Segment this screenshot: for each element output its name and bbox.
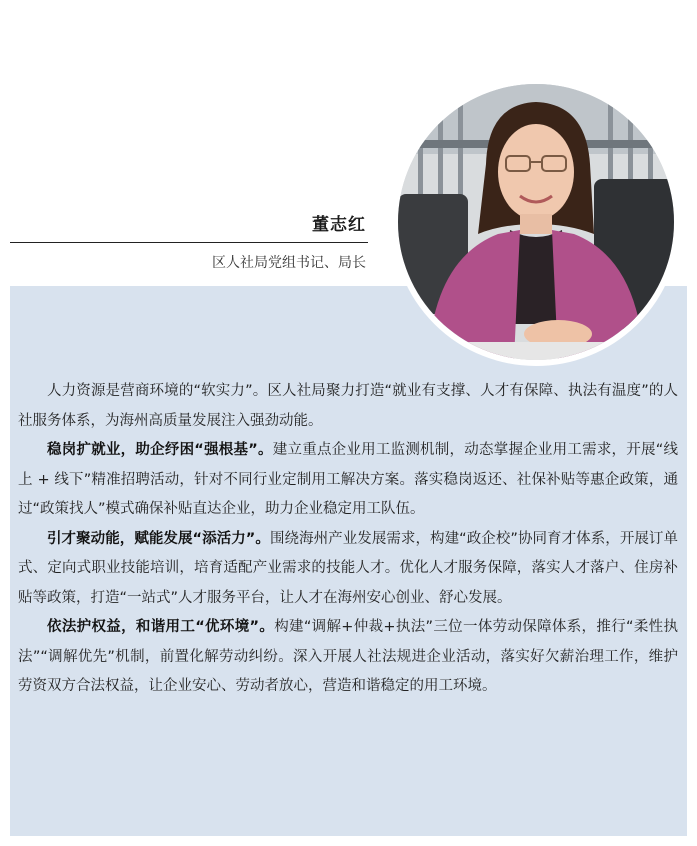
paragraph-talent bbox=[18, 525, 678, 614]
paragraph-employment bbox=[18, 436, 678, 525]
paragraph-rights bbox=[18, 613, 678, 702]
paragraph-text: 围绕海州产业发展需求，构建“政企校”协同育才体系，开展订单式、定向式职业技能培训，培育适配产业需求的技能人才。优化人才服务保障，落实人才落户、住房补贴等政策，打造“一站式”人才服务平台，让人才在海州安心创业、舒心发展。 bbox=[18, 530, 678, 606]
paragraph-lead: 稳岗扩就业，助企纾困“强根基”。 bbox=[47, 442, 273, 458]
person-title: 区人社局党组书记、局长 bbox=[212, 255, 366, 271]
divider-line bbox=[10, 242, 368, 243]
paragraph-lead: 引才聚动能，赋能发展“添活力”。 bbox=[47, 530, 270, 547]
portrait-photo bbox=[392, 78, 680, 366]
paragraph-text: 构建“调解+仲裁+执法”三位一体劳动保障体系，推行“柔性执法”“调解优先”机制，前置化解劳动纠纷。深入开展人社法规进企业活动，落实好欠薪治理工作，维护劳资双方合法权益，让企业安心、劳动者放心，营造和谐稳定的用工环境。 bbox=[18, 619, 678, 694]
paragraph-lead: 依法护权益，和谐用工“优环境”。 bbox=[47, 619, 275, 635]
person-name: 董志红 bbox=[312, 215, 366, 235]
paragraph-text: 人力资源是营商环境的“软实力”。区人社局聚力打造“就业有支撑、人才有保障、执法有温度”的人社服务体系，为海州高质量发展注入强劲动能。 bbox=[18, 383, 678, 429]
paragraph-text: 建立重点企业用工监测机制，动态掌握企业用工需求，开展“线上 + 线下”精准招聘活动，针对不同行业定制用工解决方案。落实稳岗返还、社保补贴等惠企政策，通过“政策找人”模式确保补贴直达企业，助力企业稳定用工队伍。 bbox=[18, 442, 678, 517]
article-body bbox=[18, 377, 678, 702]
paragraph-intro bbox=[18, 377, 678, 436]
